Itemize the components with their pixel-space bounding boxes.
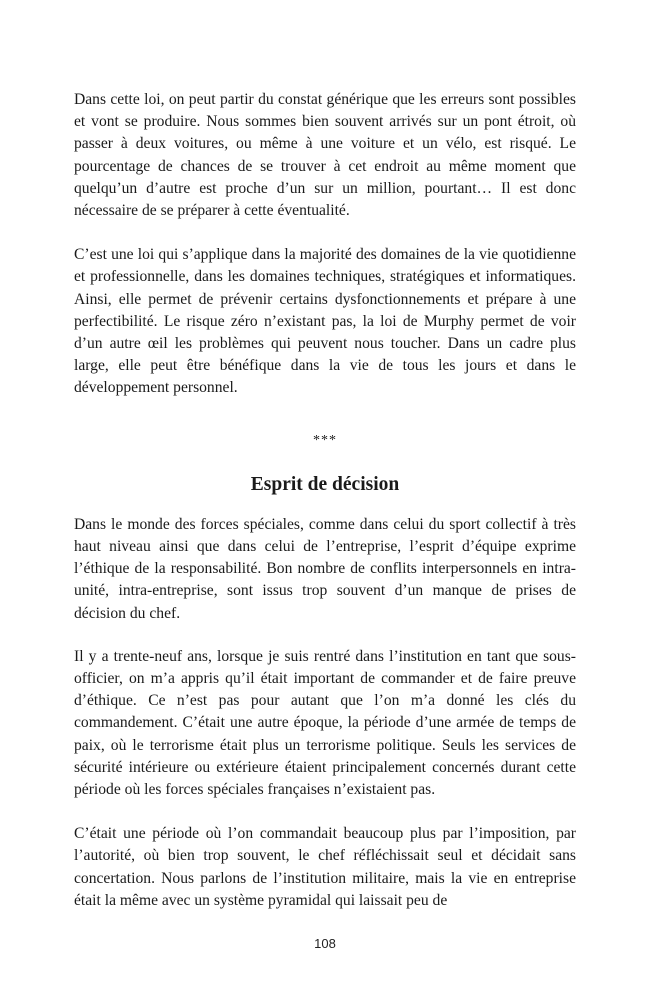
page-number: 108: [314, 936, 336, 951]
section-heading: Esprit de décision: [250, 473, 400, 495]
paragraph-thirty-nine-years: Il y a trente-neuf ans, lorsque je suis rentré dans l’institution en tant que sous-officier, on m’a appris qu’il était important de commander et de faire preuve d’éthique. Ce n’est pas pour autant que l’on m’a donné les clés du commandement. C’était une autre époque, la période d’une armée de temps de paix, où le terrorisme était plus un terrorisme politique. Seuls les services de sécurité intérieure ou extérieure étaient principalement concernés durant cette période où les forces spéciales françaises n’existaient pas.: [74, 647, 576, 799]
paragraph-murphy-law-intro: Dans cette loi, on peut partir du constat générique que les erreurs sont possibles et vont se produire. Nous sommes bien souvent arrivés sur un pont étroit, où passer à deux voitures, ou même à une voiture et un vélo, est risqué. Le pourcentage de chances de se trouver à cet endroit au même moment que quelqu’un d’autre est proche d’un sur un million, pourtant… Il est donc nécessaire de se préparer à cette éventualité.: [74, 91, 576, 220]
paragraph-command-by-imposition: C’était une période où l’on commandait beaucoup plus par l’imposition, par l’autorité, où bien trop souvent, le chef réfléchissait seul et décidait sans concertation. Nous parlons de l’institution militaire, mais la vie en entreprise était la même avec un système pyramidal qui laissait peu de: [74, 825, 576, 909]
section-separator: ***: [313, 432, 337, 448]
paragraph-special-forces: Dans le monde des forces spéciales, comme dans celui du sport collectif à très haut niveau ainsi que dans celui de l’entreprise, l’esprit d’équipe exprime l’éthique de la responsabilité. Bon nombre de conflits interpersonnels en intra-unité, intra-entreprise, sont issus trop souvent d’un manque de prises de décision du chef.: [74, 515, 576, 622]
paragraph-murphy-law-application: C’est une loi qui s’applique dans la majorité des domaines de la vie quotidienne et professionnelle, dans les domaines techniques, stratégiques et informatiques. Ainsi, elle permet de prévenir certains dysfonctionnements et prépare à une perfectibilité. Le risque zéro n’existant pas, la loi de Murphy permet de voir d’un autre œil les problèmes qui peuvent nous toucher. Dans un cadre plus large, elle peut être bénéfique dans la vie de tous les jours et dans le développement personnel.: [74, 246, 576, 397]
page-body: [74, 89, 576, 912]
